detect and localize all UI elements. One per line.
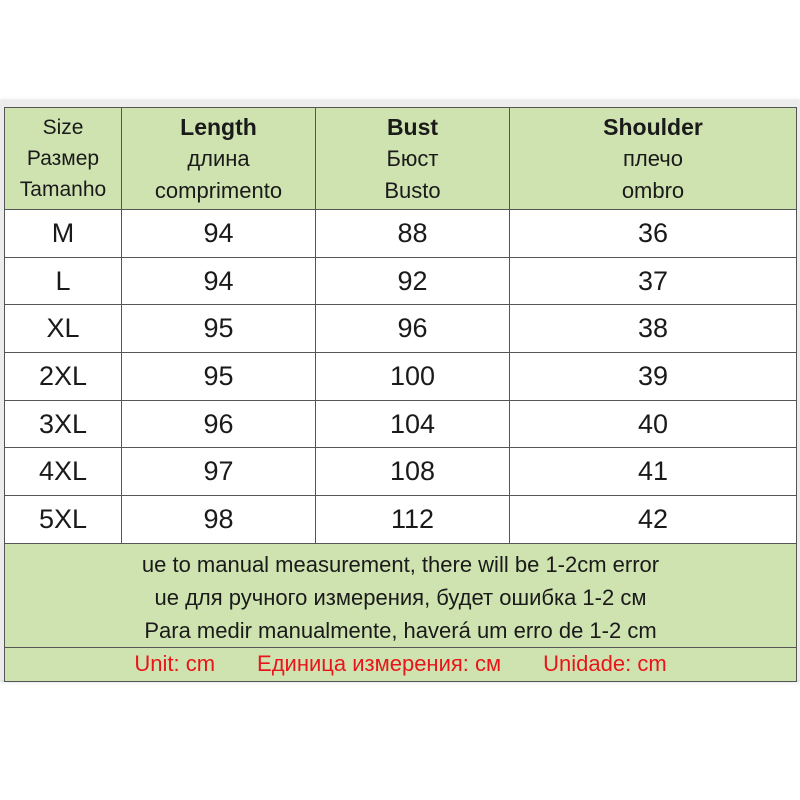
cell-shoulder: 42 bbox=[510, 496, 797, 544]
cell-length: 95 bbox=[122, 305, 316, 353]
cell-bust: 88 bbox=[316, 210, 510, 258]
cell-length: 96 bbox=[122, 400, 316, 448]
cell-shoulder: 38 bbox=[510, 305, 797, 353]
header-shoulder bbox=[510, 108, 797, 210]
cell-bust: 108 bbox=[316, 448, 510, 496]
table-row bbox=[5, 257, 797, 305]
header-length-ru: длина bbox=[187, 145, 250, 171]
header-size-ru: Размер bbox=[26, 147, 100, 170]
table-row bbox=[5, 210, 797, 258]
table-row bbox=[5, 353, 797, 401]
measurement-note bbox=[5, 543, 797, 647]
cell-length: 98 bbox=[122, 496, 316, 544]
note-line-ru: ue для ручного измерения, будет ошибка 1-2 см bbox=[154, 584, 647, 610]
cell-shoulder: 41 bbox=[510, 448, 797, 496]
size-chart-table bbox=[4, 107, 797, 682]
measurement-note-row bbox=[5, 543, 797, 647]
cell-bust: 100 bbox=[316, 353, 510, 401]
cell-length: 95 bbox=[122, 353, 316, 401]
cell-bust: 112 bbox=[316, 496, 510, 544]
cell-bust: 104 bbox=[316, 400, 510, 448]
header-shoulder-en: Shoulder bbox=[603, 113, 703, 140]
cell-size: 4XL bbox=[5, 448, 122, 496]
header-size-pt: Tamanho bbox=[19, 178, 107, 201]
cell-size: XL bbox=[5, 305, 122, 353]
header-shoulder-pt: ombro bbox=[621, 177, 685, 203]
cell-length: 94 bbox=[122, 257, 316, 305]
header-size-en: Size bbox=[42, 116, 84, 139]
header-size bbox=[5, 108, 122, 210]
unit-label-ru: Единица измерения: см bbox=[257, 651, 502, 677]
unit-label-pt: Unidade: cm bbox=[543, 651, 667, 677]
cell-shoulder: 36 bbox=[510, 210, 797, 258]
cell-size: 5XL bbox=[5, 496, 122, 544]
cell-size: 3XL bbox=[5, 400, 122, 448]
unit-row bbox=[5, 647, 797, 681]
cell-size: L bbox=[5, 257, 122, 305]
table-row bbox=[5, 448, 797, 496]
cell-size: M bbox=[5, 210, 122, 258]
header-row bbox=[5, 108, 797, 210]
header-bust-pt: Busto bbox=[384, 177, 441, 203]
cell-bust: 92 bbox=[316, 257, 510, 305]
cell-length: 94 bbox=[122, 210, 316, 258]
header-bust-en: Bust bbox=[386, 113, 439, 140]
header-length-en: Length bbox=[180, 113, 257, 140]
header-length-pt: comprimento bbox=[154, 177, 283, 203]
cell-shoulder: 37 bbox=[510, 257, 797, 305]
header-bust-ru: Бюст bbox=[386, 145, 439, 171]
header-length bbox=[122, 108, 316, 210]
header-bust bbox=[316, 108, 510, 210]
unit-label-en: Unit: cm bbox=[134, 651, 216, 677]
note-line-en: ue to manual measurement, there will be 1-2cm error bbox=[141, 551, 660, 577]
cell-size: 2XL bbox=[5, 353, 122, 401]
cell-shoulder: 40 bbox=[510, 400, 797, 448]
table-row bbox=[5, 305, 797, 353]
cell-bust: 96 bbox=[316, 305, 510, 353]
cell-shoulder: 39 bbox=[510, 353, 797, 401]
cell-length: 97 bbox=[122, 448, 316, 496]
header-shoulder-ru: плечо bbox=[623, 145, 683, 171]
note-line-pt: Para medir manualmente, haverá um erro de 1-2 cm bbox=[144, 617, 657, 643]
table-row bbox=[5, 496, 797, 544]
table-row bbox=[5, 400, 797, 448]
unit-cell bbox=[5, 647, 797, 681]
